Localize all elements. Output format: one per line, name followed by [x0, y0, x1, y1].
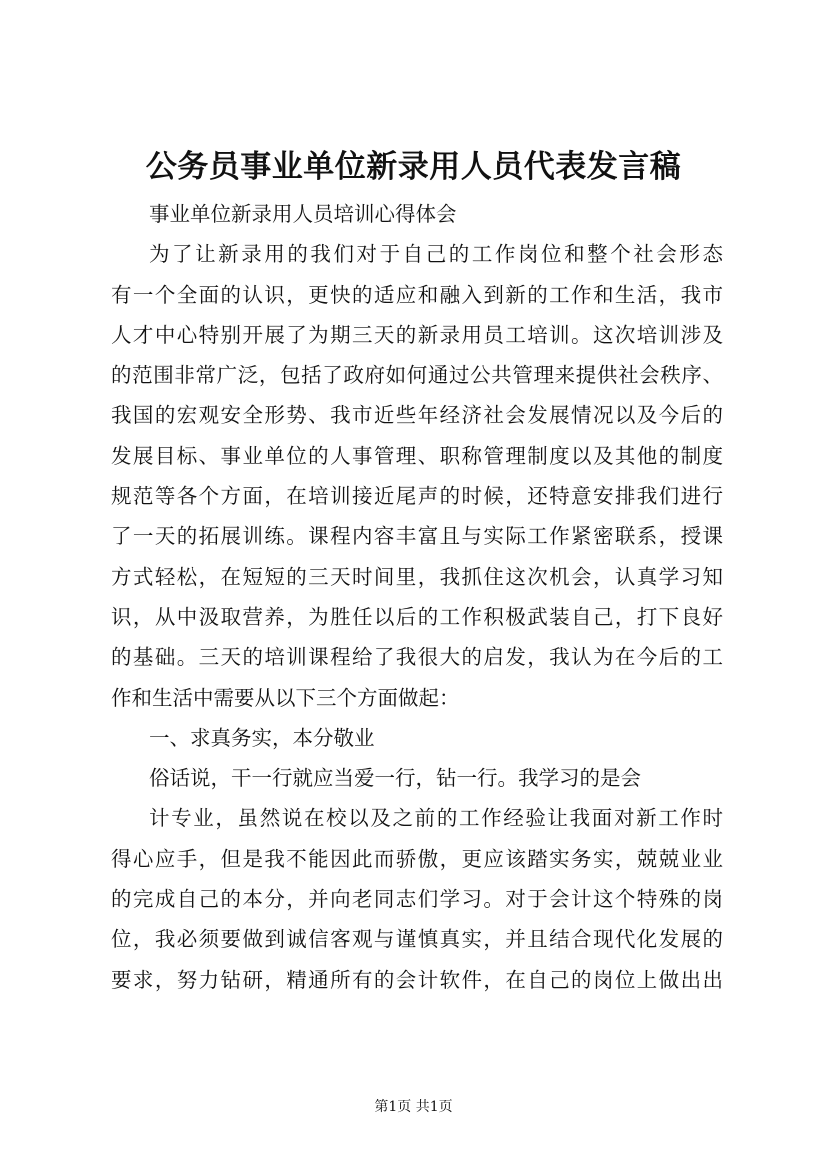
text-line: 要求，努力钻研，精通所有的会计软件，在自己的岗位上做出出: [111, 967, 723, 992]
text-line: 的范围非常广泛，包括了政府如何通过公共管理来提供社会秩序、: [111, 363, 723, 388]
text-line: 的完成自己的本分，并向老同志们学习。对于会计这个特殊的岗: [111, 887, 723, 912]
document-body: [111, 194, 723, 1000]
page-footer: 第1页 共1页: [374, 1099, 453, 1115]
text-line: 规范等各个方面，在培训接近尾声的时候，还特意安排我们进行: [111, 484, 723, 509]
document-title: 公务员事业单位新录用人员代表发言稿: [145, 149, 682, 185]
text-line: 计专业，虽然说在校以及之前的工作经验让我面对新工作时: [149, 806, 723, 831]
text-line: 位，我必须要做到诚信客观与谨慎真实，并且结合现代化发展的: [111, 927, 723, 952]
text-line: 的基础。三天的培训课程给了我很大的启发，我认为在今后的工: [111, 645, 723, 670]
text-line: 为了让新录用的我们对于自己的工作岗位和整个社会形态: [149, 242, 723, 267]
text-line: 我国的宏观安全形势、我市近些年经济社会发展情况以及今后的: [111, 403, 723, 428]
text-line: 得心应手，但是我不能因此而骄傲，更应该踏实务实，兢兢业业: [111, 846, 723, 871]
text-line: 发展目标、事业单位的人事管理、职称管理制度以及其他的制度: [111, 443, 723, 468]
text-line: 一、求真务实，本分敬业: [149, 725, 375, 750]
text-line: 事业单位新录用人员培训心得体会: [149, 202, 457, 226]
text-line: 人才中心特别开展了为期三天的新录用员工培训。这次培训涉及: [111, 322, 723, 347]
text-line: 作和生活中需要从以下三个方面做起：: [111, 685, 460, 710]
text-line: 识，从中汲取营养，为胜任以后的工作积极武装自己，打下良好: [111, 604, 723, 629]
text-line: 有一个全面的认识，更快的适应和融入到新的工作和生活，我市: [111, 282, 723, 307]
text-line: 了一天的拓展训练。课程内容丰富且与实际工作紧密联系，授课: [111, 524, 723, 549]
text-line: 方式轻松，在短短的三天时间里，我抓住这次机会，认真学习知: [111, 564, 723, 589]
text-line: 俗话说，干一行就应当爱一行，钻一行。我学习的是会: [149, 766, 641, 791]
